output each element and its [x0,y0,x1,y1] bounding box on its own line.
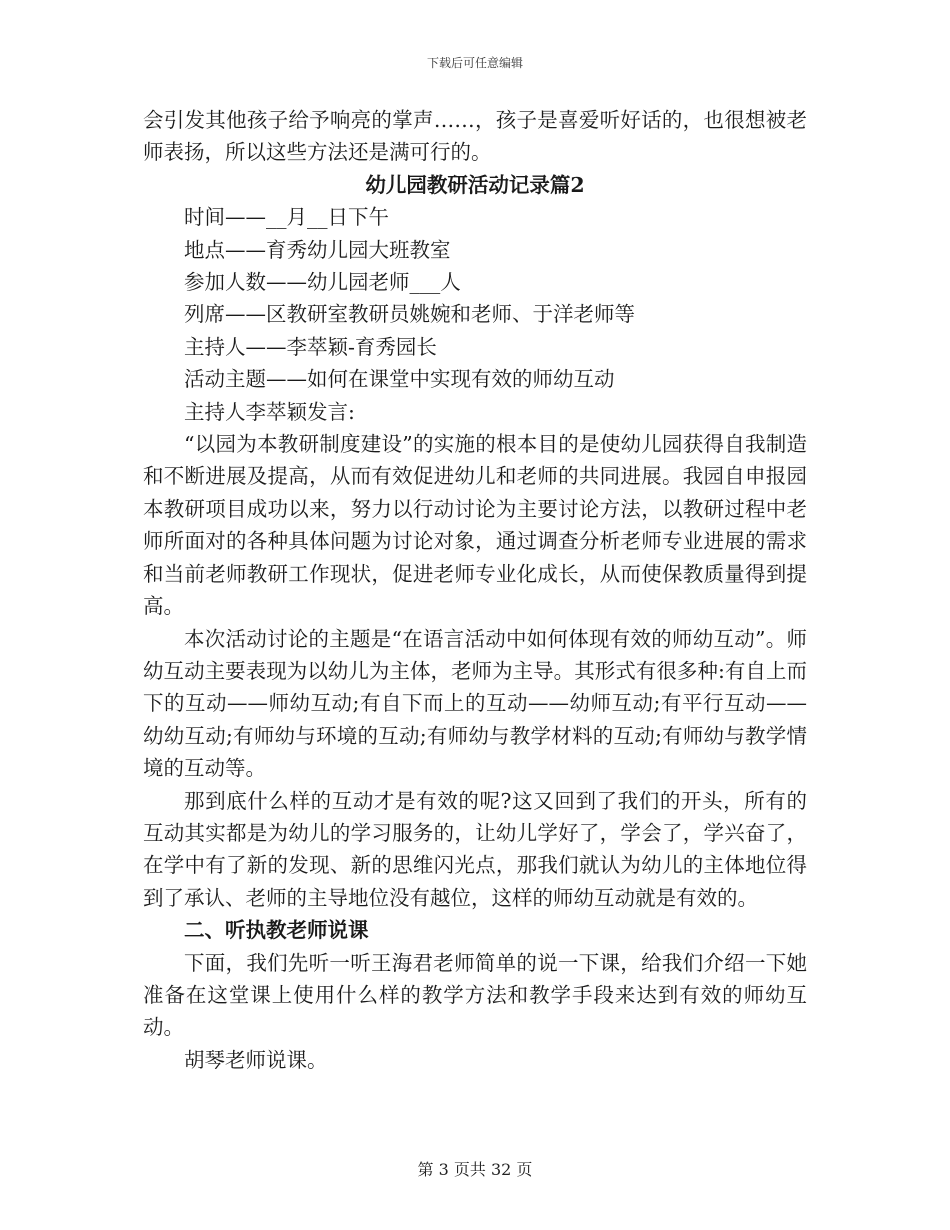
info-observers: 列席——区教研室教研员姚婉和老师、于洋老师等 [184,302,635,327]
host-speech-label: 主持人李萃颖发言: [184,399,355,424]
info-time: 时间——__月__日下午 [184,205,389,230]
info-location: 地点——育秀幼儿园大班教室 [184,237,451,262]
paragraph-continued: 会引发其他孩子给予响亮的掌声……，孩子是喜爱听好话的，也很想被老师表扬，所以这些方法还是满可行的。 [143,108,807,165]
paragraph: 那到底什么样的互动才是有效的呢?这又回到了我们的开头，所有的互动其实都是为幼儿的学习服务的，让幼儿学好了，学会了，学兴奋了，在学中有了新的发现、新的思维闪光点，那我们就认为幼儿的主体地位得到了承认、老师的主导地位没有越位，这样的师幼互动就是有效的。 [143,788,807,910]
page-header-note: 下载后可任意编辑 [426,56,523,70]
info-theme: 活动主题——如何在课堂中实现有效的师幼互动 [184,367,615,392]
document-body [143,104,807,1076]
paragraph: “以园为本教研制度建设”的实施的根本目的是使幼儿园获得自我制造和不断进展及提高，从而有效促进幼儿和老师的共同进展。我园自申报园本教研项目成功以来，努力以行动讨论为主要讨论方法，以教研过程中老师所面对的各种具体问题为讨论对象，通过调查分析老师专业进展的需求和当前老师教研工作现状，促进老师专业化成长，从而使保教质量得到提高。 [143,432,807,619]
info-host: 主持人——李萃颖-育秀园长 [184,334,437,359]
page-number: 第 3 页共 32 页 [417,1160,533,1179]
section-title: 幼儿园教研活动记录篇2 [365,172,585,197]
paragraph: 下面，我们先听一听王海君老师简单的说一下课，给我们介绍一下她准备在这堂课上使用什么样的教学方法和教学手段来达到有效的师幼互动。 [143,950,807,1040]
subsection-heading: 二、听执教老师说课 [184,918,369,943]
paragraph: 胡琴老师说课。 [184,1047,328,1072]
paragraph: 本次活动讨论的主题是“在语言活动中如何体现有效的师幼互动”。师幼互动主要表现为以幼儿为主体，老师为主导。其形式有很多种:有自上而下的互动——师幼互动;有自下而上的互动——幼师互动;有平行互动——幼幼互动;有师幼与环境的互动;有师幼与教学材料的互动;有师幼与教学情境的互动等。 [143,626,807,781]
info-attendees: 参加人数——幼儿园老师___人 [184,270,461,295]
